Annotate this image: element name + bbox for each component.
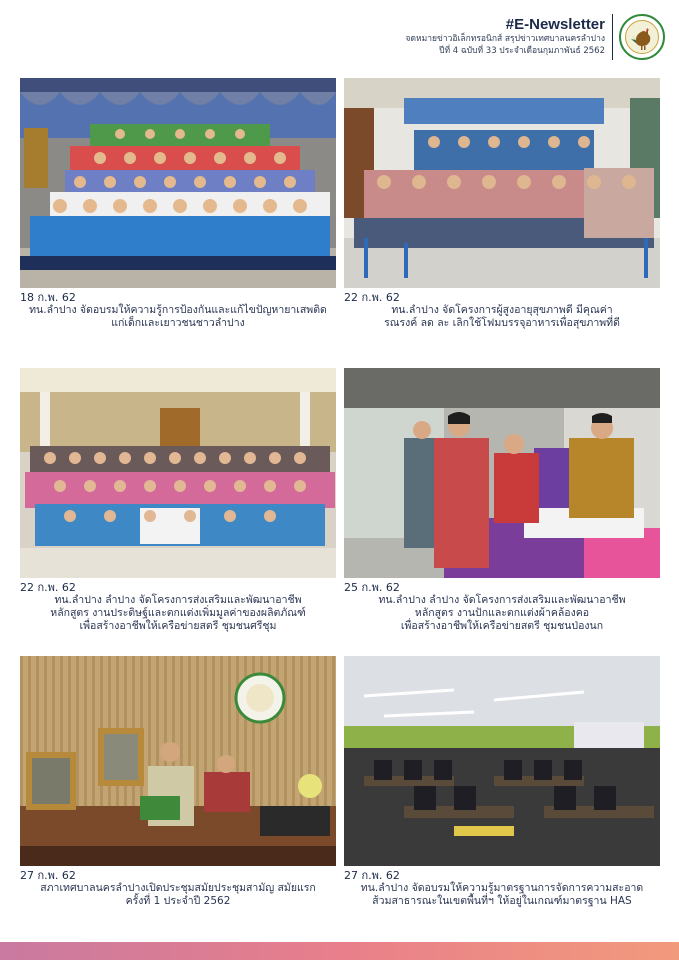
caption-6 <box>344 869 660 908</box>
caption-date: 25 ก.พ. 62 <box>344 581 400 594</box>
caption-line: หลักสูตร งานปักและตกแต่งผ้าคล้องคอ <box>414 607 590 619</box>
photo-scarf-embroidery-training <box>344 368 660 578</box>
caption-line: รณรงค์ ลด ละ เลิกใช้โฟมบรรจุอาหารเพื่อสุขภาพที่ดี <box>384 317 620 329</box>
caption-date: 27 ก.พ. 62 <box>344 869 400 882</box>
caption-1 <box>20 291 336 330</box>
caption-date: 27 ก.พ. 62 <box>20 869 76 882</box>
photo-handicraft-training-srichum <box>20 368 336 578</box>
photo-drug-prevention-training <box>20 78 336 288</box>
rooster-icon <box>626 21 660 55</box>
municipality-seal-logo <box>619 14 665 60</box>
caption-line: แก่เด็กและเยาวชนชาวลำปาง <box>111 317 245 329</box>
caption-3 <box>20 581 336 633</box>
header-divider <box>612 14 613 60</box>
caption-line: ส้วมสาธารณะในเขตพื้นที่ฯ ให้อยู่ในเกณฑ์มาตรฐาน HAS <box>372 895 632 907</box>
caption-date: 18 ก.พ. 62 <box>20 291 76 304</box>
caption-2 <box>344 291 660 330</box>
caption-line: ครั้งที่ 1 ประจำปี 2562 <box>125 895 231 907</box>
caption-4 <box>344 581 660 633</box>
photo-elderly-health-project <box>344 78 660 288</box>
caption-date: 22 ก.พ. 62 <box>344 291 400 304</box>
newsletter-subtitle-1: จดหมายข่าวอิเล็กทรอนิกส์ สรุปข่าวเทศบาลนครลำปาง <box>405 34 605 44</box>
photo-municipal-council-session <box>20 656 336 866</box>
caption-line: ทน.ลำปาง ลำปาง จัดโครงการส่งเสริมและพัฒนาอาชีพ <box>378 594 626 606</box>
seal-emblem <box>625 20 659 54</box>
newsletter-issue-line: ปีที่ 4 ฉบับที่ 33 ประจำเดือนกุมภาพันธ์ 2562 <box>439 46 605 56</box>
caption-line: สภาเทศบาลนครลำปางเปิดประชุมสมัยประชุมสามัญ สมัยแรก <box>40 882 316 894</box>
caption-date: 22 ก.พ. 62 <box>20 581 76 594</box>
header-text <box>406 16 605 57</box>
footer-gradient-bar <box>0 942 679 960</box>
caption-line: ทน.ลำปาง จัดอบรมให้ความรู้มาตรฐานการจัดการความสะอาด <box>360 882 644 894</box>
caption-line: หลักสูตร งานประดิษฐ์และตกแต่งเพิ่มมูลค่าของผลิตภัณฑ์ <box>50 607 306 619</box>
caption-line: ทน.ลำปาง จัดอบรมให้ความรู้การป้องกันและแก้ไขปัญหายาเสพติด <box>29 304 327 316</box>
caption-5 <box>20 869 336 908</box>
caption-line: ทน.ลำปาง จัดโครงการผู้สูงอายุสุขภาพดี มีคุณค่า <box>391 304 613 316</box>
photo-public-toilet-standards-training <box>344 656 660 866</box>
caption-line: ทน.ลำปาง ลำปาง จัดโครงการส่งเสริมและพัฒนาอาชีพ <box>54 594 302 606</box>
caption-line: เพื่อสร้างอาชีพให้เครือข่ายสตรี ชุมชนป่องนก <box>400 620 604 632</box>
newsletter-title: #E-Newsletter <box>505 16 605 33</box>
newsletter-header <box>11 14 671 64</box>
caption-line: เพื่อสร้างอาชีพให้เครือข่ายสตรี ชุมชนศรีชุม <box>79 620 277 632</box>
